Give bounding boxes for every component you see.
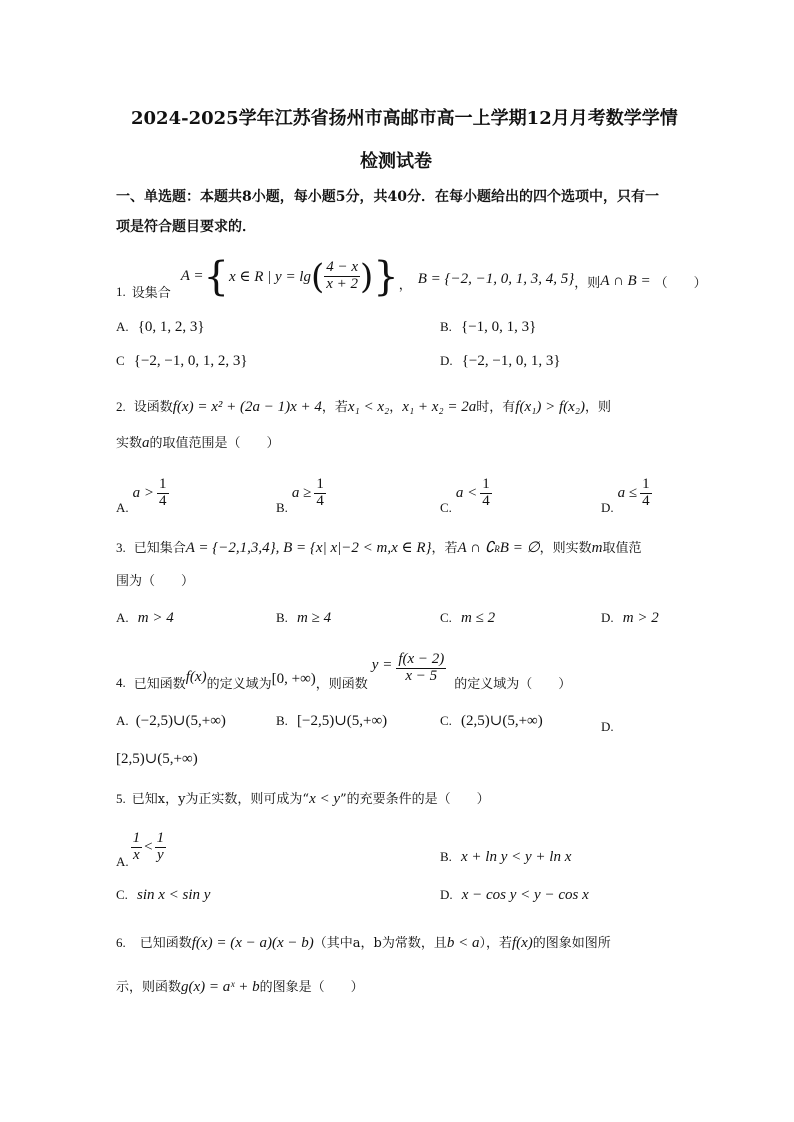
option-math: m > 2 <box>622 610 659 626</box>
option-math: m > 4 <box>137 610 174 626</box>
fraction-numerator: f(x − 2) <box>398 651 445 668</box>
question-text: 已知x，y为正实数，则可成为“ <box>131 792 310 807</box>
option-a[interactable] <box>116 470 169 516</box>
question-text: ，若 <box>431 541 458 556</box>
option-math: {−1, 0, 1, 3} <box>461 319 537 335</box>
question-text: 示，则函数 <box>116 980 182 995</box>
question-text: 已知函数 <box>133 677 186 692</box>
option-label: B. <box>276 610 288 625</box>
option-b[interactable] <box>276 470 326 516</box>
option-math: [−2,5)∪(5,+∞) <box>297 713 388 729</box>
question-text: 的图象是（ ） <box>259 980 364 995</box>
option-math: a > <box>132 484 155 501</box>
condition: B = ∅ <box>499 540 540 556</box>
option-math: a ≤ <box>617 484 638 501</box>
option-d[interactable] <box>440 884 589 904</box>
right-brace: } <box>373 253 399 300</box>
question-text: ，若 <box>321 400 348 415</box>
question-text: 的图象如图所 <box>532 936 611 951</box>
set-a-condition: x ∈ R | y = lg <box>228 269 311 285</box>
question-text: ， <box>389 400 403 415</box>
fraction-numerator: 4 − x <box>326 259 359 276</box>
fraction <box>480 477 492 510</box>
option-label: A. <box>116 319 129 334</box>
condition-subscript: R <box>494 544 500 554</box>
fraction-denominator: 4 <box>159 492 167 509</box>
option-d[interactable] <box>440 350 561 370</box>
question-number: 1. <box>116 283 126 299</box>
option-a[interactable] <box>116 316 205 336</box>
option-label: D. <box>440 353 453 368</box>
question-text: ，则实数 <box>539 541 592 556</box>
option-c[interactable] <box>440 710 543 730</box>
option-math: {0, 1, 2, 3} <box>137 319 205 335</box>
option-b[interactable] <box>440 316 536 336</box>
option-math: {−2, −1, 0, 1, 2, 3} <box>133 353 248 369</box>
left-paren: ( <box>310 256 325 297</box>
fraction-numerator: 1 <box>482 475 490 492</box>
less-than: < <box>144 838 153 855</box>
question-3-stem <box>116 537 642 557</box>
option-label: A. <box>116 713 129 728</box>
option-math: (−2,5)∪(5,+∞) <box>135 713 226 729</box>
function-def: f(x) = (x − a)(x − b) <box>191 935 314 951</box>
left-brace: { <box>203 253 229 300</box>
section-heading-line1: 一、单选题：本题共8小题，每小题5分，共40分．在每小题给出的四个选项中，只有一 <box>116 189 659 205</box>
question-text: 已知集合 <box>133 541 186 556</box>
set-b: B = {−2, −1, 0, 1, 3, 4, 5} <box>417 271 575 287</box>
condition: b < a <box>446 935 480 951</box>
option-label: B. <box>276 713 288 728</box>
option-d-label[interactable] <box>601 716 614 735</box>
function-name: f(x) <box>511 935 533 951</box>
question-number: 2. <box>116 399 126 414</box>
set-definitions: A = {−2,1,3,4}, B = {x| x|−2 < m,x ∈ R} <box>185 540 432 556</box>
question-4-stem <box>116 645 571 692</box>
option-math: a ≥ <box>291 484 312 501</box>
option-math: x + ln y < y + ln x <box>461 849 572 865</box>
fraction-numerator: 1 <box>156 829 165 846</box>
y-equals: y = <box>371 657 393 673</box>
fraction-numerator: 1 <box>159 475 167 492</box>
comma: ， <box>398 278 412 293</box>
question-6-stem-line2 <box>116 976 364 996</box>
intersection-expr: A ∩ B = <box>600 273 651 289</box>
question-2-stem-line2 <box>116 432 280 452</box>
question-text: 的取值范围是（ ） <box>149 436 280 451</box>
option-math: {−2, −1, 0, 1, 3} <box>461 353 561 369</box>
fraction <box>155 831 167 864</box>
question-number: 3. <box>116 540 126 555</box>
option-label: A. <box>116 610 129 625</box>
condition: x < y <box>309 791 341 807</box>
question-text: ”的充要条件的是（ ） <box>340 792 490 807</box>
option-label: B. <box>276 500 288 515</box>
fraction-denominator: 4 <box>482 492 490 509</box>
option-label: B. <box>440 849 452 864</box>
question-5-stem <box>116 788 490 808</box>
option-a[interactable] <box>116 710 226 730</box>
fraction <box>314 477 326 510</box>
fraction <box>131 831 143 864</box>
option-c[interactable] <box>116 350 248 370</box>
question-text: ，则函数 <box>315 677 368 692</box>
option-label: D. <box>601 719 614 734</box>
option-label: D. <box>440 887 453 902</box>
option-math: (2,5)∪(5,+∞) <box>461 713 543 729</box>
page-title-line1: 2024-2025学年江苏省扬州市高邮市高一上学期12月月考数学学情 <box>131 108 678 129</box>
option-a[interactable] <box>116 824 166 870</box>
option-b[interactable] <box>276 607 331 627</box>
question-text: ，则 <box>584 400 611 415</box>
option-d-math[interactable] <box>116 748 198 768</box>
condition: A ∩ ∁ <box>457 540 495 556</box>
question-text: 设函数 <box>133 400 173 415</box>
question-text-tail: ，则 <box>574 276 601 291</box>
option-d[interactable] <box>601 607 659 627</box>
fraction-denominator: x − 5 <box>405 668 438 684</box>
fraction <box>157 477 169 510</box>
variable: m <box>591 540 603 556</box>
option-b[interactable] <box>440 846 571 866</box>
fraction-denominator: 4 <box>642 492 650 509</box>
option-label: C. <box>440 610 452 625</box>
option-label: C. <box>116 887 128 902</box>
question-1-stem <box>116 252 707 301</box>
question-3-stem-line2: 围为（ ） <box>116 574 195 589</box>
fraction <box>640 477 652 510</box>
option-math: m ≥ 4 <box>297 610 332 626</box>
option-c[interactable] <box>116 884 210 904</box>
condition: x₁ < x₂ <box>347 399 390 415</box>
fraction-numerator: 1 <box>132 829 141 846</box>
option-c[interactable] <box>440 607 495 627</box>
question-text: （其中a，b为常数，且 <box>313 936 447 951</box>
right-paren: ) <box>360 256 374 297</box>
option-label: A. <box>116 854 129 869</box>
question-6-stem <box>116 932 611 952</box>
question-number: 4. <box>116 674 126 690</box>
question-number: 6. <box>116 935 126 950</box>
option-c[interactable] <box>440 470 492 516</box>
function-name: f(x) <box>185 669 207 685</box>
option-math: a < <box>455 484 478 501</box>
option-math: [2,5)∪(5,+∞) <box>116 751 198 767</box>
option-math: m ≤ 2 <box>461 610 496 626</box>
question-text: 设集合 <box>131 286 171 301</box>
fraction-numerator: 1 <box>642 475 650 492</box>
option-b[interactable] <box>276 710 387 730</box>
answer-paren: （ ） <box>654 276 707 291</box>
function-def: f(x) = x² + (2a − 1)x + 4 <box>172 399 322 415</box>
option-a[interactable] <box>116 607 174 627</box>
domain-interval: [0, +∞) <box>271 671 316 687</box>
question-text: 已知函数 <box>139 936 192 951</box>
option-label: B. <box>440 319 452 334</box>
option-d[interactable] <box>601 470 652 516</box>
fraction-denominator: x <box>133 846 140 863</box>
question-text: 的定义域为 <box>206 677 272 692</box>
option-label: D. <box>601 610 614 625</box>
question-2-stem <box>116 396 611 416</box>
option-math: x − cos y < y − cos x <box>461 887 589 903</box>
function-def: g(x) = aˣ + b <box>181 979 260 995</box>
fraction <box>324 260 360 293</box>
fraction-denominator: x + 2 <box>326 276 359 292</box>
fraction-denominator: y <box>157 846 164 863</box>
question-text: 的定义域为（ ） <box>454 677 572 692</box>
variable: a <box>142 435 150 451</box>
question-text: 时，有 <box>476 400 516 415</box>
option-label: D. <box>601 500 614 515</box>
option-math: sin x < sin y <box>137 887 211 903</box>
option-label: C. <box>440 713 452 728</box>
page-title-line2: 检测试卷 <box>360 151 432 172</box>
fraction-numerator: 1 <box>316 475 324 492</box>
fraction-denominator: 4 <box>316 492 324 509</box>
question-text: 取值范 <box>602 541 642 556</box>
option-label: C. <box>440 500 452 515</box>
section-heading-line2: 项是符合题目要求的． <box>116 219 256 235</box>
question-text: ），若 <box>479 936 512 951</box>
fraction <box>396 652 446 685</box>
set-a-lhs: A = <box>180 268 204 284</box>
question-number: 5. <box>116 791 126 806</box>
option-label: C <box>116 353 125 368</box>
condition: x₁ + x₂ = 2a <box>402 399 477 415</box>
condition: f(x₁) > f(x₂) <box>515 399 585 415</box>
option-label: A. <box>116 500 129 515</box>
question-text: 实数 <box>116 436 143 451</box>
